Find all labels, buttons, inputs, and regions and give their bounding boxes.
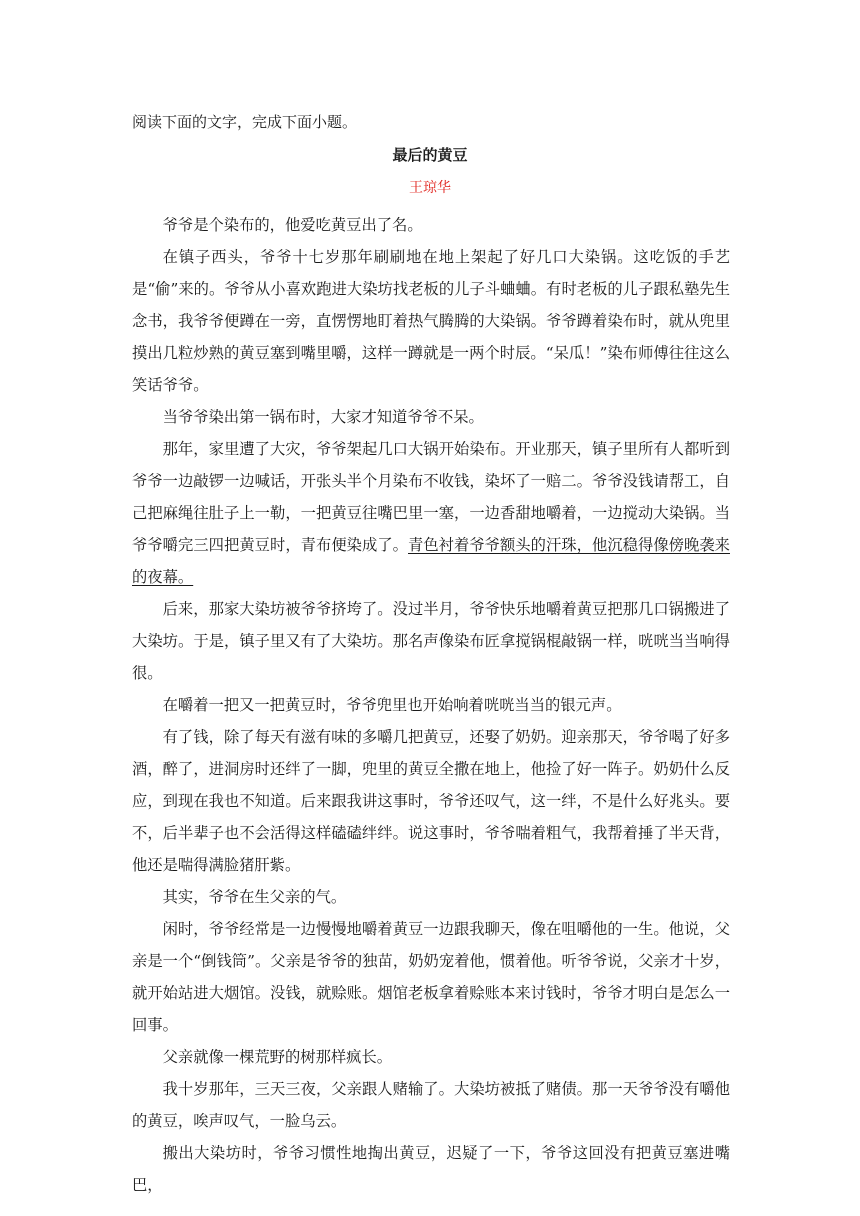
paragraph: 父亲就像一棵荒野的树那样疯长。 — [162, 1048, 393, 1066]
article-title: 最后的黄豆 — [392, 146, 468, 164]
paragraph: 后来，那家大染坊被爷爷挤垮了。没过半月，爷爷快乐地嚼着黄豆把那几口锅搬进了大染坊。于是，镇子里又有了大染坊。那名声像染布匠拿搅锅棍敲锅一样，咣咣当当响得很。 — [132, 600, 730, 682]
paragraph: 其实，爷爷在生父亲的气。 — [162, 888, 347, 906]
paragraph: 在嚼着一把又一把黄豆时，爷爷兜里也开始响着咣咣当当的银元声。 — [162, 696, 622, 714]
paragraph: 那年，家里遭了大灾，爷爷架起几口大锅开始染布。开业那天，镇子里所有人都听到爷爷一边敲锣一边喊话，开张头半个月染布不收钱，染坏了一赔二。爷爷没钱请帮工，自己把麻绳往肚子上一勒，一把黄豆往嘴巴里一塞，一边香甜地嚼着，一边搅动大染锅。当爷爷嚼完三四把黄豆时，青布便染成了。青色衬着爷爷额头的汗珠，他沉稳得像傍晚袭来的夜幕。 — [132, 440, 730, 586]
paragraph: 有了钱，除了每天有滋有味的多嚼几把黄豆，还娶了奶奶。迎亲那天，爷爷喝了好多酒，醉了，进洞房时还绊了一脚，兜里的黄豆全撒在地上，他捡了好一阵子。奶奶什么反应，到现在我也不知道。后来跟我讲这事时，爷爷还叹气，这一绊，不是什么好兆头。要不，后半辈子也不会活得这样磕磕绊绊。说这事时，爷爷喘着粗气，我帮着捶了半天背，他还是喘得满脸猪肝紫。 — [132, 728, 730, 874]
paragraph: 我十岁那年，三天三夜，父亲跟人赌输了。大染坊被抵了赌债。那一天爷爷没有嚼他的黄豆，唉声叹气，一脸乌云。 — [132, 1080, 730, 1130]
article-body — [132, 209, 730, 1201]
question-instruction: 阅读下面的文字，完成下面小题。 — [132, 113, 358, 131]
underlined-sentence: 青色衬着爷爷额头的汗珠，他沉稳得像傍晚袭来的夜幕。 — [132, 536, 730, 586]
paragraph: 当爷爷染出第一锅布时，大家才知道爷爷不呆。 — [162, 408, 484, 426]
paragraph: 闲时，爷爷经常是一边慢慢地嚼着黄豆一边跟我聊天，像在咀嚼他的一生。他说，父亲是一个“倒钱筒”。父亲是爷爷的独苗，奶奶宠着他，惯着他。听爷爷说，父亲才十岁，就开始站进大烟馆。没钱，就赊账。烟馆老板拿着赊账本来讨钱时，爷爷才明白是怎么一回事。 — [132, 920, 730, 1034]
article-author: 王琼华 — [409, 180, 451, 196]
paragraph: 在镇子西头，爷爷十七岁那年刷刷地在地上架起了好几口大染锅。这吃饭的手艺是“偷”来的。爷爷从小喜欢跑进大染坊找老板的儿子斗蛐蛐。有时老板的儿子跟私塾先生念书，我爷爷便蹲在一旁，直愣愣地盯着热气腾腾的大染锅。爷爷蹲着染布时，就从兜里摸出几粒炒熟的黄豆塞到嘴里嚼，这样一蹲就是一两个时辰。“呆瓜！”染布师傅往往这么笑话爷爷。 — [132, 248, 730, 394]
paragraph: 搬出大染坊时，爷爷习惯性地掏出黄豆，迟疑了一下，爷爷这回没有把黄豆塞进嘴巴， — [132, 1144, 730, 1194]
paragraph: 爷爷是个染布的，他爱吃黄豆出了名。 — [162, 216, 423, 234]
